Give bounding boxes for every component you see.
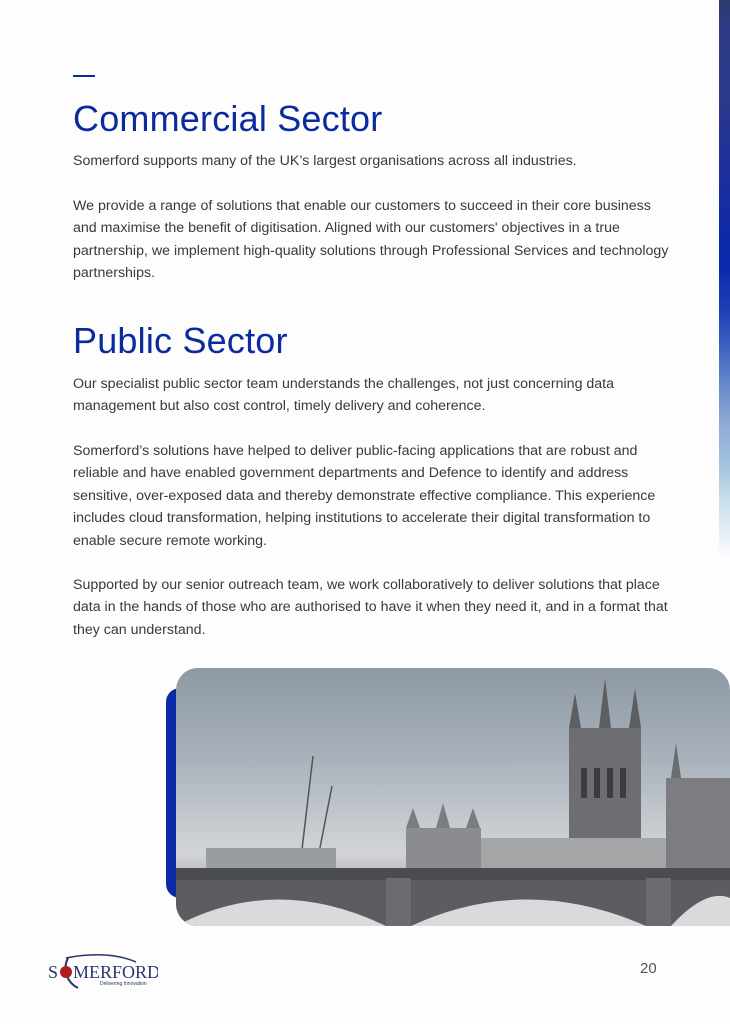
- paragraph: Somerford supports many of the UK’s largest organisations across all industries.: [73, 153, 577, 169]
- paragraph: Somerford’s solutions have helped to deliver public-facing applications that are robust and reliable and have enabled government departments and Defence to identify and address sensitive, over-exposed data and thereby demonstrate effective compliance. This experience includes cloud transformation, helping institutions to accelerate their digital transformation to enable secure remote working.: [73, 443, 656, 549]
- heading-commercial-sector: Commercial Sector: [73, 98, 383, 139]
- paragraph: Supported by our senior outreach team, we work collaboratively to deliver solutions that place data in the hands of those who are authorised to have it when they need it, and in a format that they can understand.: [73, 577, 668, 638]
- heading-public-sector: Public Sector: [73, 320, 288, 361]
- side-gradient-bar: [719, 0, 730, 555]
- westminster-illustration: [176, 668, 730, 926]
- photo-image: [176, 668, 730, 926]
- page-number: 20: [640, 960, 657, 977]
- paragraph: Our specialist public sector team understands the challenges, not just concerning data management but also cost control, timely delivery and coherence.: [73, 376, 615, 415]
- svg-text:Delivering Innovation: Delivering Innovation: [100, 981, 147, 987]
- heading-dash: [73, 75, 95, 77]
- somerford-logo: [48, 952, 158, 992]
- svg-text:MERFORD: MERFORD: [73, 962, 158, 982]
- paragraph: We provide a range of solutions that enable our customers to succeed in their core business and maximise the benefit of digitisation. Aligned with our customers' objectives in a true partnership, we implement high-quality solutions through Professional Services and technology partnerships.: [73, 198, 669, 282]
- svg-text:S: S: [48, 962, 59, 982]
- westminster-photo: [166, 668, 730, 926]
